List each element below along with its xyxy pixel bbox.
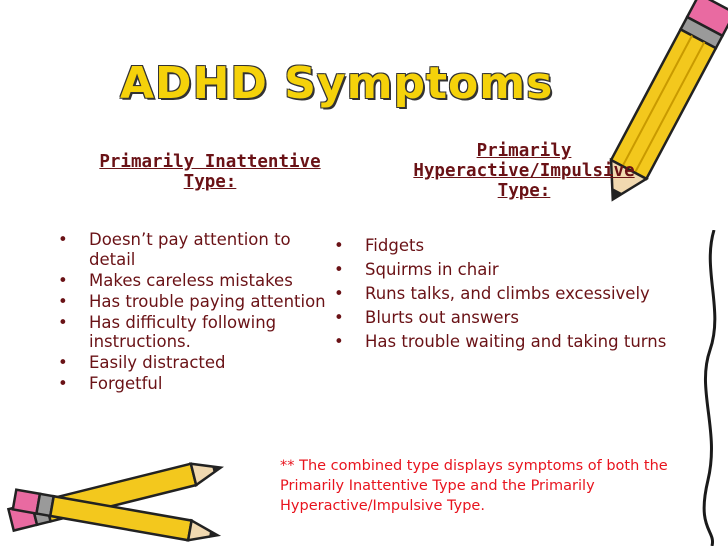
combined-type-footnote: ** The combined type displays symptoms of both the Primarily Inattentive Type and the Primarily Hyperactive/Impulsive Type. [280,458,668,514]
pencils-icon [0,452,255,546]
slide-title: ADHD Symptoms [120,58,554,109]
list-item [334,332,694,352]
hyperactive-symptoms-list [334,236,694,356]
bullet-icon: • [58,230,68,249]
bullet-icon: • [58,353,68,372]
list-item [58,353,333,373]
list-item-text: Makes careless mistakes [89,270,293,290]
left-heading-line: Primarily Inattentive [99,152,321,172]
bullet-icon: • [58,291,68,311]
bullet-icon: • [334,332,344,351]
list-item-text: Has trouble waiting and taking turns [365,332,667,351]
list-item-text: Easily distracted [89,353,226,372]
list-item-text: Squirms in chair [365,260,499,279]
squiggle-line-icon [696,230,728,546]
list-item-text: Doesn’t pay attention to detail [89,230,291,269]
list-item-text: Blurts out answers [365,308,519,327]
list-item-text: Runs talks, and climbs excessively [365,284,650,303]
right-heading-line: Type: [497,181,551,201]
bullet-icon: • [58,270,68,290]
list-item [58,230,333,269]
list-item [334,284,694,304]
bullet-icon: • [334,308,344,327]
bullet-icon: • [334,236,344,255]
list-item-text: Has difficulty following instructions. [89,312,277,351]
right-heading-line: Primarily [476,141,572,161]
list-item-text: Forgetful [89,374,163,393]
bullet-icon: • [334,260,344,279]
right-column-heading [390,141,658,201]
bullet-icon: • [334,284,344,303]
left-column-heading [80,152,340,192]
bullet-icon: • [58,374,68,393]
list-item-text: Has trouble paying attention [89,291,326,311]
list-item [58,313,333,352]
inattentive-symptoms-list [58,230,333,395]
list-item [58,271,333,291]
list-item [58,374,333,394]
list-item-text: Fidgets [365,236,425,255]
list-item [58,292,333,312]
right-heading-line: Hyperactive/Impulsive [413,161,635,181]
bullet-icon: • [58,312,68,332]
list-item [334,260,694,280]
left-heading-line: Type: [183,172,237,192]
list-item [334,236,694,256]
list-item [334,308,694,328]
